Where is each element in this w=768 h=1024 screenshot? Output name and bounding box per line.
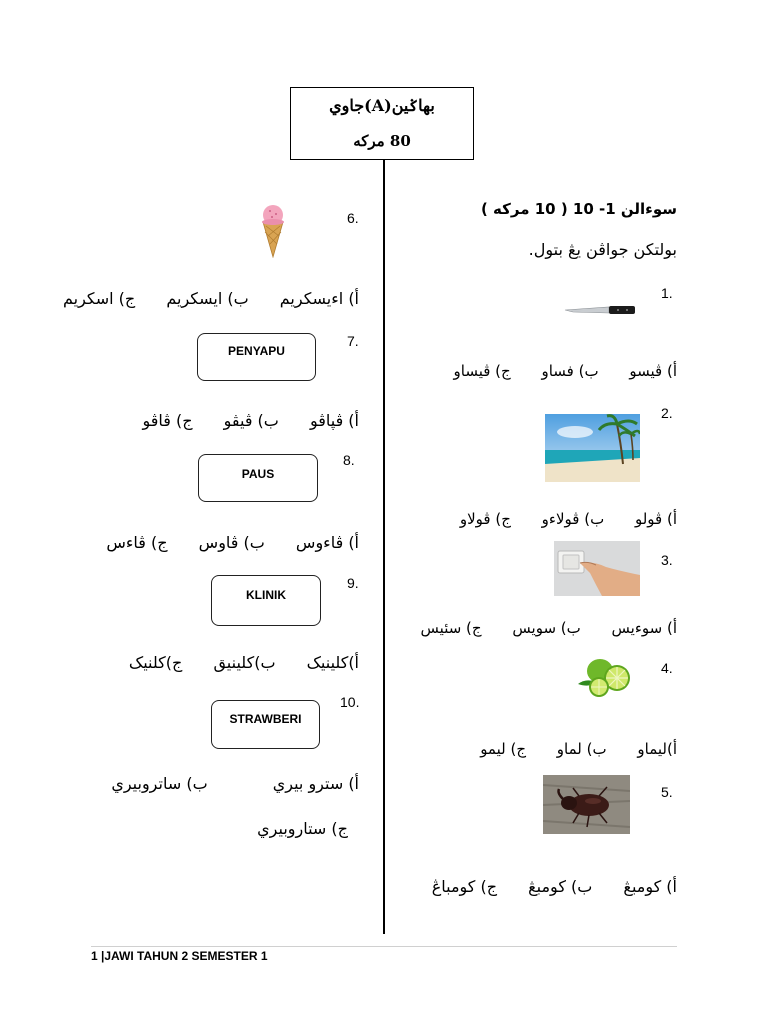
option-c[interactable]: ج) ستاروبيري xyxy=(257,819,348,838)
lime-image xyxy=(576,654,632,698)
icecream-image xyxy=(258,204,288,258)
option-c[interactable]: ج) ڤاڤو xyxy=(142,411,193,430)
option-a[interactable]: أ)كلينيک xyxy=(306,653,359,672)
option-c[interactable]: ج) ڤاءس xyxy=(106,533,168,552)
option-c[interactable]: ج) سئيس xyxy=(420,619,482,637)
option-b[interactable]: ب) لماو xyxy=(556,740,607,758)
option-b[interactable]: ب) کومبڠ xyxy=(528,877,593,896)
options-q10-line2 xyxy=(231,819,348,838)
option-c[interactable]: ج) کومباڠ xyxy=(431,877,498,896)
question-number-10: 10. xyxy=(340,694,360,710)
footer-page-label: 1 |JAWI TAHUN 2 SEMESTER 1 xyxy=(91,949,268,963)
beetle-image xyxy=(543,775,630,834)
options-q9 xyxy=(103,653,359,672)
option-b[interactable]: ب) ساتروبيري xyxy=(111,774,208,793)
question-number-9: 9. xyxy=(347,575,359,591)
option-a[interactable]: أ) سوءيس xyxy=(611,619,677,637)
word-box-paus: PAUS xyxy=(198,454,318,502)
option-a[interactable]: أ) ڤيسو xyxy=(629,362,677,380)
option-c[interactable]: ج)كلنيک xyxy=(128,653,183,672)
question-number-6: 6. xyxy=(347,210,359,226)
question-number-7: 7. xyxy=(347,333,359,349)
footer-rule xyxy=(91,946,677,947)
question-number-5: 5. xyxy=(661,784,673,800)
question-number-4: 4. xyxy=(661,660,673,676)
beach-image xyxy=(545,414,640,482)
option-b[interactable]: ب) سويس xyxy=(512,619,581,637)
question-number-2: 2. xyxy=(661,405,673,421)
option-c[interactable]: ج) ليمو xyxy=(480,740,527,758)
option-b[interactable]: ب) ڤولاءو xyxy=(541,510,605,528)
option-b[interactable]: ب) ڤاوس xyxy=(198,533,265,552)
option-a[interactable]: أ) اءيسكريم xyxy=(279,289,359,308)
option-a[interactable]: أ) کومبڠ xyxy=(623,877,677,896)
option-c[interactable]: ج) ڤولاو xyxy=(459,510,511,528)
options-q6 xyxy=(37,289,359,308)
option-b[interactable]: ب) ڤيڤو xyxy=(223,411,279,430)
option-a[interactable]: أ) ڤڽاڤو xyxy=(309,411,359,430)
question-number-1: 1. xyxy=(661,285,673,301)
options-q2 xyxy=(434,510,677,528)
option-c[interactable]: ج) ڤيساو xyxy=(453,362,511,380)
header-box xyxy=(290,87,474,160)
options-q1 xyxy=(428,362,678,380)
option-a[interactable]: أ) سترو بيري xyxy=(272,774,359,793)
options-q8 xyxy=(80,533,359,552)
option-a[interactable]: أ) ڤولو xyxy=(634,510,677,528)
question-instruction: بولتكن جواڤن يڠ بتول. xyxy=(528,240,677,259)
word-box-klinik: KLINIK xyxy=(211,575,321,626)
option-b[interactable]: ب) ايسكريم xyxy=(166,289,249,308)
question-number-8: 8. xyxy=(343,452,355,468)
option-a[interactable]: أ) ڤاءوس xyxy=(295,533,359,552)
options-q4 xyxy=(454,740,677,758)
option-c[interactable]: ج) اسكريم xyxy=(62,289,136,308)
knife-image xyxy=(563,296,637,324)
question-number-3: 3. xyxy=(661,552,673,568)
options-q3 xyxy=(395,619,677,637)
option-b[interactable]: ب) فساو xyxy=(541,362,599,380)
options-q10 xyxy=(85,774,359,793)
section-marks: 80 مركه xyxy=(353,132,411,150)
option-a[interactable]: أ)ليماو xyxy=(637,740,677,758)
question-heading: سوءالن 1- 10 ( 10 مركه ) xyxy=(480,200,677,218)
switch-image xyxy=(554,541,640,596)
word-box-penyapu: PENYAPU xyxy=(197,333,316,381)
option-b[interactable]: ب)كلينيق xyxy=(213,653,276,672)
word-box-strawberi: STRAWBERI xyxy=(211,700,320,749)
options-q7 xyxy=(116,411,359,430)
options-q5 xyxy=(406,877,677,896)
section-title: بهاݢين(A)جاوي xyxy=(329,96,435,115)
column-divider xyxy=(383,160,385,934)
